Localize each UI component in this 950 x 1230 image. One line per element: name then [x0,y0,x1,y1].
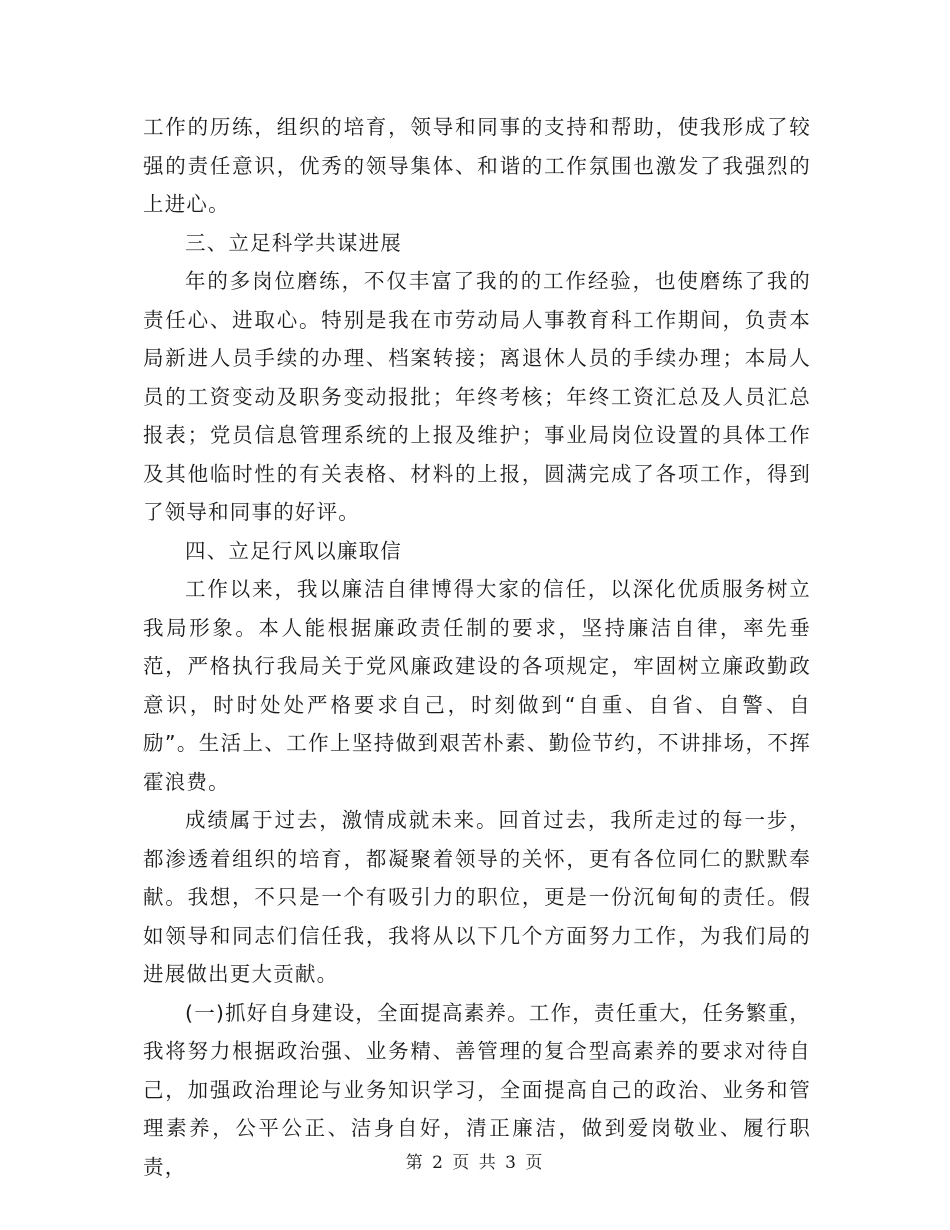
page-number-footer: 第 2 页 共 3 页 [405,1153,545,1173]
paragraph-5: (一)抓好自身建设，全面提高素养。工作，责任重大，任务繁重，我将努力根据政治强、业务精、善管理的复合型高素养的要求对待自己，加强政治理论与业务知识学习，全面提高自己的政治、业务和管理素养，公平公正、洁身自好，清正廉洁，做到爱岗敬业、履行职责， [143,1000,811,1179]
paragraph-2: 年的多岗位磨练，不仅丰富了我的的工作经验，也使磨练了我的责任心、进取心。特别是我在市劳动局人事教育科工作期间，负责本局新进人员手续的办理、档案转接；离退休人员的手续办理；本局人员的工资变动及职务变动报批；年终考核；年终工资汇总及人员汇总报表；党员信息管理系统的上报及维护；事业局岗位设置的具体工作及其他临时性的有关表格、材料的上报，圆满完成了各项工作，得到了领导和同事的好评。 [143,269,811,524]
document-body [143,108,811,1186]
paragraph-1: 工作的历练，组织的培育，领导和同事的支持和帮助，使我形成了较强的责任意识，优秀的领导集体、和谐的工作氛围也激发了我强烈的上进心。 [143,115,811,216]
paragraph-4: 成绩属于过去，激情成就未来。回首过去，我所走过的每一步，都渗透着组织的培育，都凝聚着领导的关怀，更有各位同仁的默默奉献。我想，不只是一个有吸引力的职位，更是一份沉甸甸的责任。假如领导和同志们信任我，我将从以下几个方面努力工作，为我们局的进展做出更大贡献。 [143,808,811,986]
section-heading-4: 四、立足行风以廉取信 [185,538,402,563]
paragraph-3: 工作以来，我以廉洁自律博得大家的信任，以深化优质服务树立我局形象。本人能根据廉政责任制的要求，坚持廉洁自律，率先垂范，严格执行我局关于党风廉政建设的各项规定，牢固树立廉政勤政意识，时时处处严格要求自己，时刻做到“自重、自省、自警、自励”。生活上、工作上坚持做到艰苦朴素、勤俭节约，不讲排场，不挥霍浪费。 [143,577,811,794]
section-heading-3: 三、立足科学共谋进展 [185,230,402,255]
